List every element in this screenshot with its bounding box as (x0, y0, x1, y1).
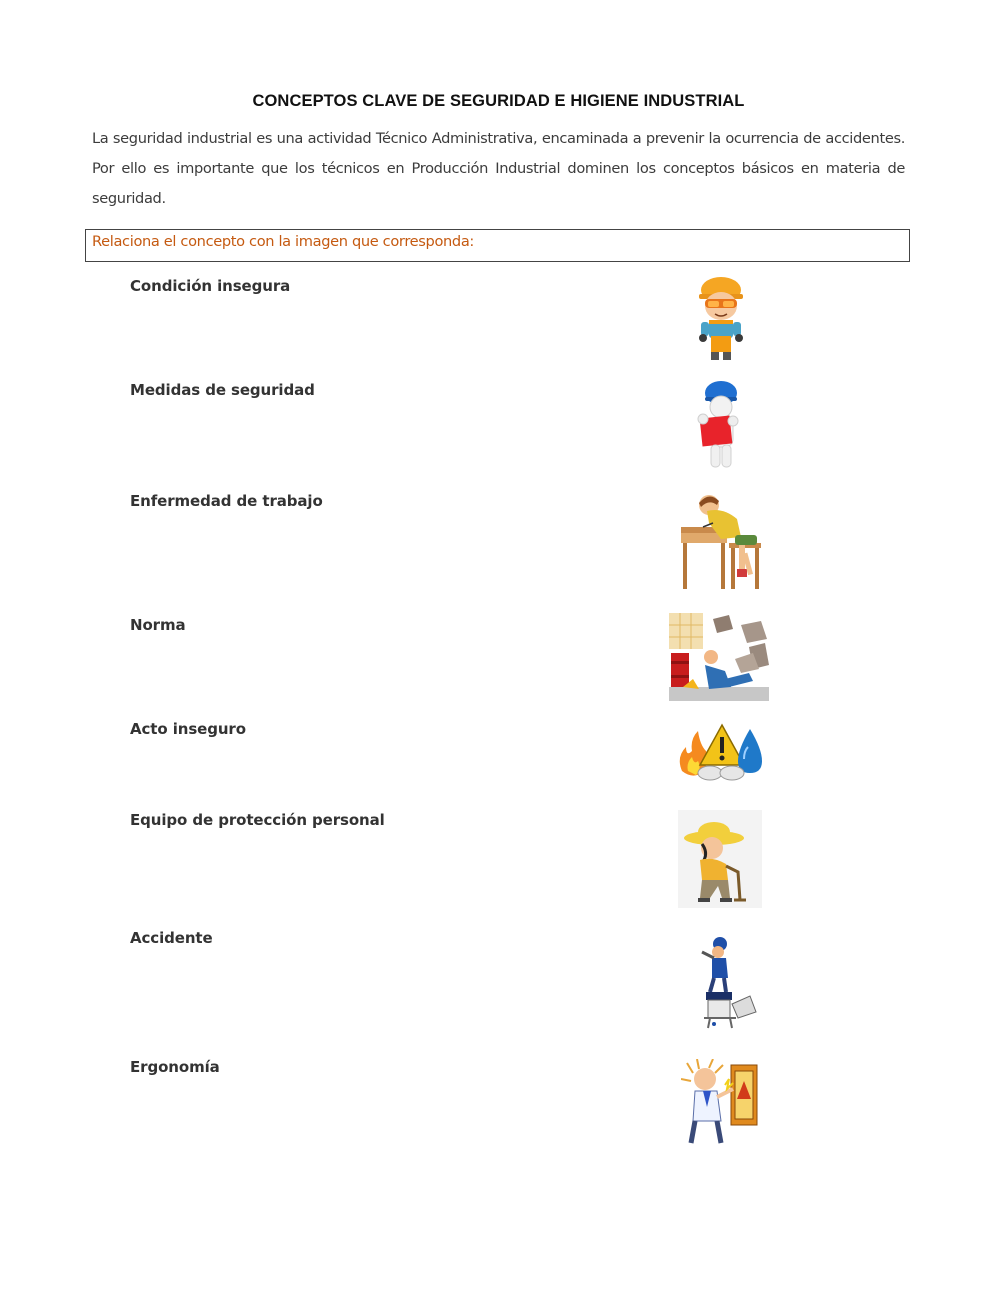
page-title: CONCEPTOS CLAVE DE SEGURIDAD E HIGIENE INDUSTRIAL (252, 92, 745, 110)
concept-label[interactable]: Norma (130, 616, 186, 634)
person-electrocuted-at-panel-image[interactable] (681, 1059, 761, 1147)
fire-warning-water-hazard-icons-image[interactable] (676, 721, 764, 785)
worker-with-hardhat-and-goggles-image[interactable] (693, 276, 749, 362)
intro-paragraph: La seguridad industrial es una actividad Técnico Administrativa, encaminada a prevenir la ocurrencia de accidentes. Por ello es importante que los técnicos en Producción Industrial dominen los conceptos básicos en materia de seguridad. (92, 130, 905, 207)
concept-label[interactable]: Ergonomía (130, 1058, 220, 1076)
concept-label[interactable]: Accidente (130, 929, 213, 947)
person-slumped-over-desk-image[interactable] (679, 493, 764, 591)
concept-label[interactable]: Equipo de protección personal (130, 811, 385, 829)
concept-label[interactable]: Acto inseguro (130, 720, 246, 738)
concept-label[interactable]: Enfermedad de trabajo (130, 492, 323, 510)
worker-on-unstable-stack-image[interactable] (684, 934, 760, 1030)
worker-with-back-pain-image[interactable] (678, 810, 762, 908)
concept-label[interactable]: Medidas de seguridad (130, 381, 315, 399)
instruction-box (85, 229, 910, 262)
worker-hit-by-falling-boxes-image[interactable] (669, 613, 769, 701)
instruction-text: Relaciona el concepto con la imagen que corresponda: (92, 233, 475, 250)
figure-with-blue-helmet-holding-sign-image[interactable] (693, 379, 749, 473)
concept-label[interactable]: Condición insegura (130, 277, 291, 295)
